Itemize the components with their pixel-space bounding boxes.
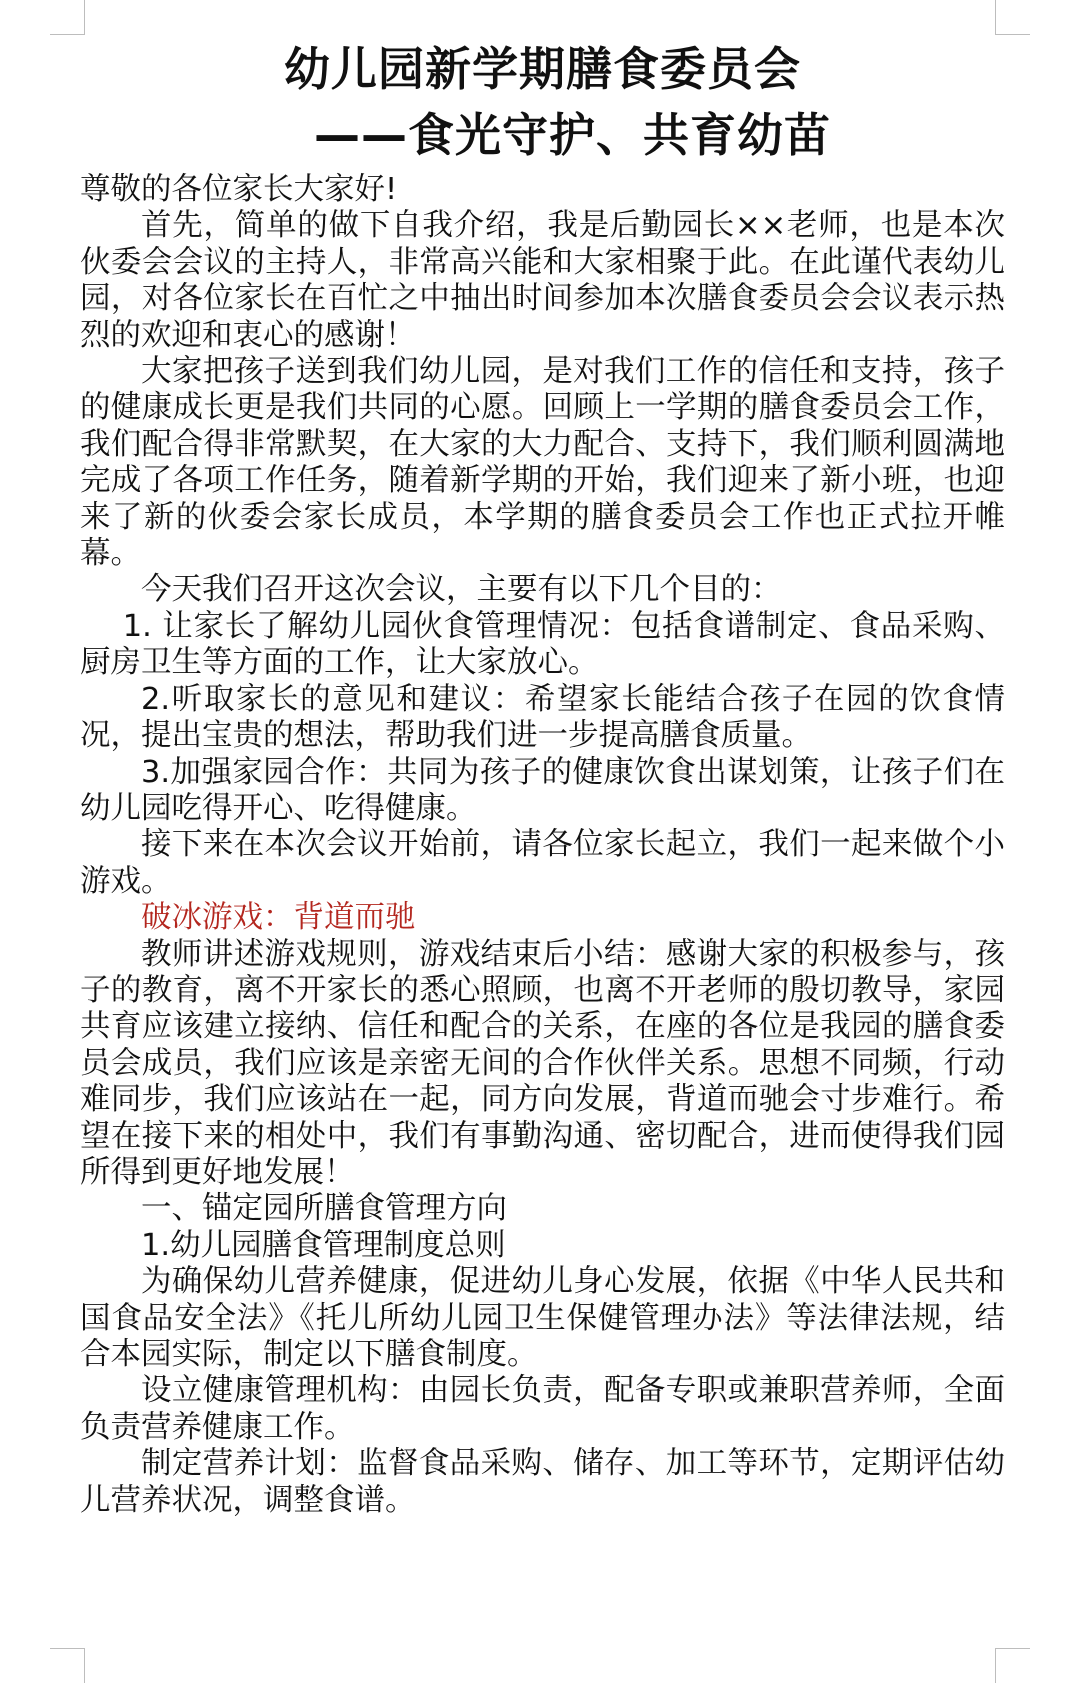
paragraph-purposes-intro: 今天我们召开这次会议，主要有以下几个目的： xyxy=(141,572,782,608)
purpose-item-2: 2.听取家长的意见和建议：希望家长能结合孩子在园的饮食情况，提出宝贵的想法，帮助我们进一步提高膳食质量。 xyxy=(80,681,1005,754)
paragraph-introduction: 首先，简单的做下自我介绍，我是后勤园长××老师，也是本次伙委会会议的主持人，非常高兴能和大家相聚于此。在此谨代表幼儿园，对各位家长在百忙之中抽出时间参加本次膳食委员会会议表示热烈的欢迎和衷心的感谢！ xyxy=(80,208,1005,353)
crop-mark-top-right xyxy=(995,0,1030,35)
crop-mark-bottom-right xyxy=(995,1648,1030,1683)
paragraph-health-organization: 设立健康管理机构：由园长负责，配备专职或兼职营养师，全面负责营养健康工作。 xyxy=(80,1373,1005,1445)
document-page xyxy=(80,36,1005,1519)
document-title: 幼儿园新学期膳食委员会 xyxy=(284,42,801,96)
paragraph-game-intro: 接下来在本次会议开始前，请各位家长起立，我们一起来做个小游戏。 xyxy=(80,827,1005,899)
greeting: 尊敬的各位家长大家好! xyxy=(80,172,398,207)
document-subtitle: ——食光守护、共育幼苗 xyxy=(314,108,831,162)
paragraph-nutrition-plan: 制定营养计划：监督食品采购、储存、加工等环节，定期评估幼儿营养状况，调整食谱。 xyxy=(80,1446,1005,1518)
document-body xyxy=(80,172,1005,1519)
purpose-item-1: 1. 让家长了解幼儿园伙食管理情况：包括食谱制定、食品采购、厨房卫生等方面的工作，让大家放心。 xyxy=(80,608,1005,681)
purpose-item-3: 3.加强家园合作：共同为孩子的健康饮食出谋划策，让孩子们在幼儿园吃得开心、吃得健康。 xyxy=(80,754,1005,826)
paragraph-game-summary: 教师讲述游戏规则，游戏结束后小结：感谢大家的积极参与，孩子的教育，离不开家长的悉心照顾，也离不开老师的殷切教导，家园共育应该建立接纳、信任和配合的关系，在座的各位是我园的膳食委员会成员，我们应该是亲密无间的合作伙伴关系。思想不同频，行动难同步，我们应该站在一起，同方向发展，背道而驰会寸步难行。希望在接下来的相处中，我们有事勤沟通、密切配合，进而使得我们园所得到更好地发展！ xyxy=(80,936,1005,1190)
paragraph-review: 大家把孩子送到我们幼儿园，是对我们工作的信任和支持，孩子的健康成长更是我们共同的心愿。回顾上一学期的膳食委员会工作，我们配合得非常默契，在大家的大力配合、支持下，我们顺利圆满地完成了各项工作任务，随着新学期的开始，我们迎来了新小班，也迎来了新的伙委会家长成员，本学期的膳食委员会工作也正式拉开帷幕。 xyxy=(80,354,1005,572)
subsection-heading-1-1: 1.幼儿园膳食管理制度总则 xyxy=(141,1227,506,1263)
crop-mark-bottom-left xyxy=(50,1648,85,1683)
paragraph-regulation-basis: 为确保幼儿营养健康，促进幼儿身心发展，依据《中华人民共和国食品安全法》《托儿所幼儿园卫生保健管理办法》等法律法规，结合本园实际，制定以下膳食制度。 xyxy=(80,1264,1005,1372)
section-heading-1: 一、锚定园所膳食管理方向 xyxy=(141,1191,507,1227)
icebreaker-heading: 破冰游戏：背道而驰 xyxy=(141,900,416,936)
crop-mark-top-left xyxy=(50,0,85,35)
